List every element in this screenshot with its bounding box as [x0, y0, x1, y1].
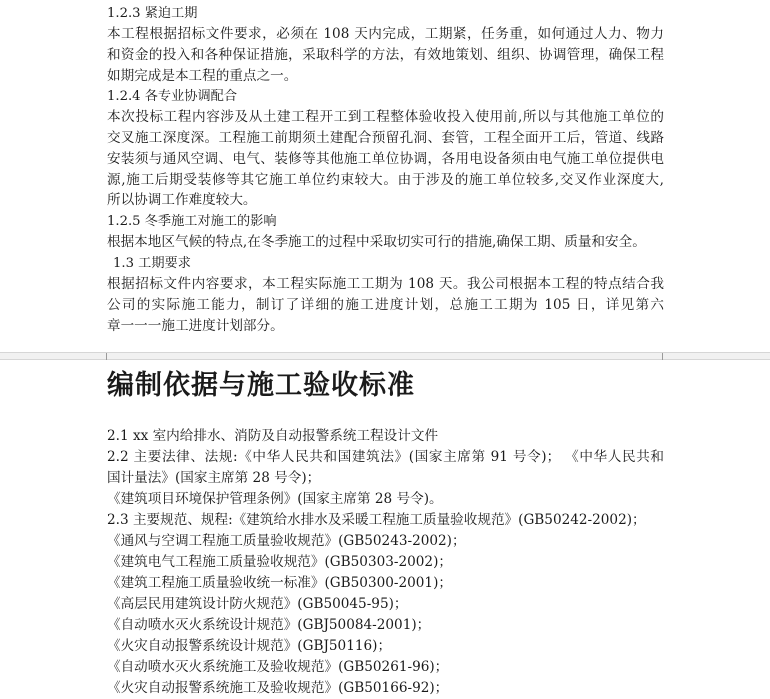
paragraph-line: 安装须与通风空调、电气、装修等其他施工单位协调，各用电设备须由电气施工单位提供电 [107, 151, 664, 167]
paragraph-line: 章一一一施工进度计划部分。 [107, 318, 284, 334]
section-heading-1-2-3: 1.2.3 紧迫工期 [107, 6, 198, 21]
list-item: 《建筑工程施工质量验收统一标准》(GB50300-2001)； [107, 575, 452, 591]
paragraph-line: 源,施工后期受装修等其它施工单位约束较大。由于涉及的施工单位较多,交叉作业深度大, [107, 172, 664, 188]
list-item: 《自动喷水灭火系统设计规范》(GBJ50084-2001)； [107, 617, 431, 633]
paragraph-line: 所以协调工作难度较大。 [107, 192, 257, 208]
paragraph-line: 根据招标文件内容要求，本工程实际施工工期为 108 天。我公司根据本工程的特点结合我 [107, 276, 664, 292]
section-heading-1-2-5: 1.2.5 冬季施工对施工的影响 [107, 214, 277, 229]
list-item: 《通风与空调工程施工质量验收规范》(GB50243-2002)； [107, 533, 466, 549]
paragraph-line: 本工程根据招标文件要求，必须在 108 天内完成，工期紧，任务重，如何通过人力、物力 [107, 26, 664, 42]
list-item: 《建筑项目环境保护管理条例》(国家主席第 28 号令)。 [107, 491, 443, 507]
list-item: 国计量法》(国家主席第 28 号令)； [107, 470, 321, 486]
list-item: 《建筑电气工程施工质量验收规范》(GB50303-2002)； [107, 554, 452, 570]
paragraph-line: 公司的实际施工能力，制订了详细的施工进度计划，总施工工期为 105 日，详见第六 [107, 297, 664, 313]
section-heading-1-3: 1.3 工期要求 [113, 256, 191, 271]
list-item: 2.3 主要规范、规程:《建筑给水排水及采暖工程施工质量验收规范》(GB50242-2002)； [107, 512, 646, 528]
list-item: 2.2 主要法律、法规:《中华人民共和国建筑法》(国家主席第 91 号令)； 《中华人民共和 [107, 449, 664, 465]
paragraph-line: 和资金的投入和各种保证措施，采取科学的方法，有效地策划、组织、协调管理，确保工程 [107, 47, 664, 63]
list-item: 《火灾自动报警系统施工及验收规范》(GB50166-92)； [107, 680, 449, 696]
list-item: 《高层民用建筑设计防火规范》(GB50045-95)； [107, 596, 408, 612]
list-item: 《自动喷水灭火系统施工及验收规范》(GB50261-96)； [107, 659, 449, 675]
page-break-separator [0, 352, 770, 360]
paragraph-line: 如期完成是本工程的重点之一。 [107, 68, 298, 84]
list-item: 《火灾自动报警系统设计规范》(GBJ50116)； [107, 638, 392, 654]
list-item: 2.1 xx 室内给排水、消防及自动报警系统工程设计文件 [107, 428, 439, 444]
chapter-title: 编制依据与施工验收标准 [107, 370, 415, 401]
section-heading-1-2-4: 1.2.4 各专业协调配合 [107, 89, 238, 104]
paragraph-line: 交叉施工深度深。工程施工前期须土建配合预留孔洞、套管，工程全面开工后，管道、线路 [107, 130, 664, 146]
paragraph-line: 根据本地区气候的特点,在冬季施工的过程中采取切实可行的措施,确保工期、质量和安全。 [107, 234, 646, 250]
paragraph-line: 本次投标工程内容涉及从土建工程开工到工程整体验收投入使用前,所以与其他施工单位的 [107, 109, 664, 125]
